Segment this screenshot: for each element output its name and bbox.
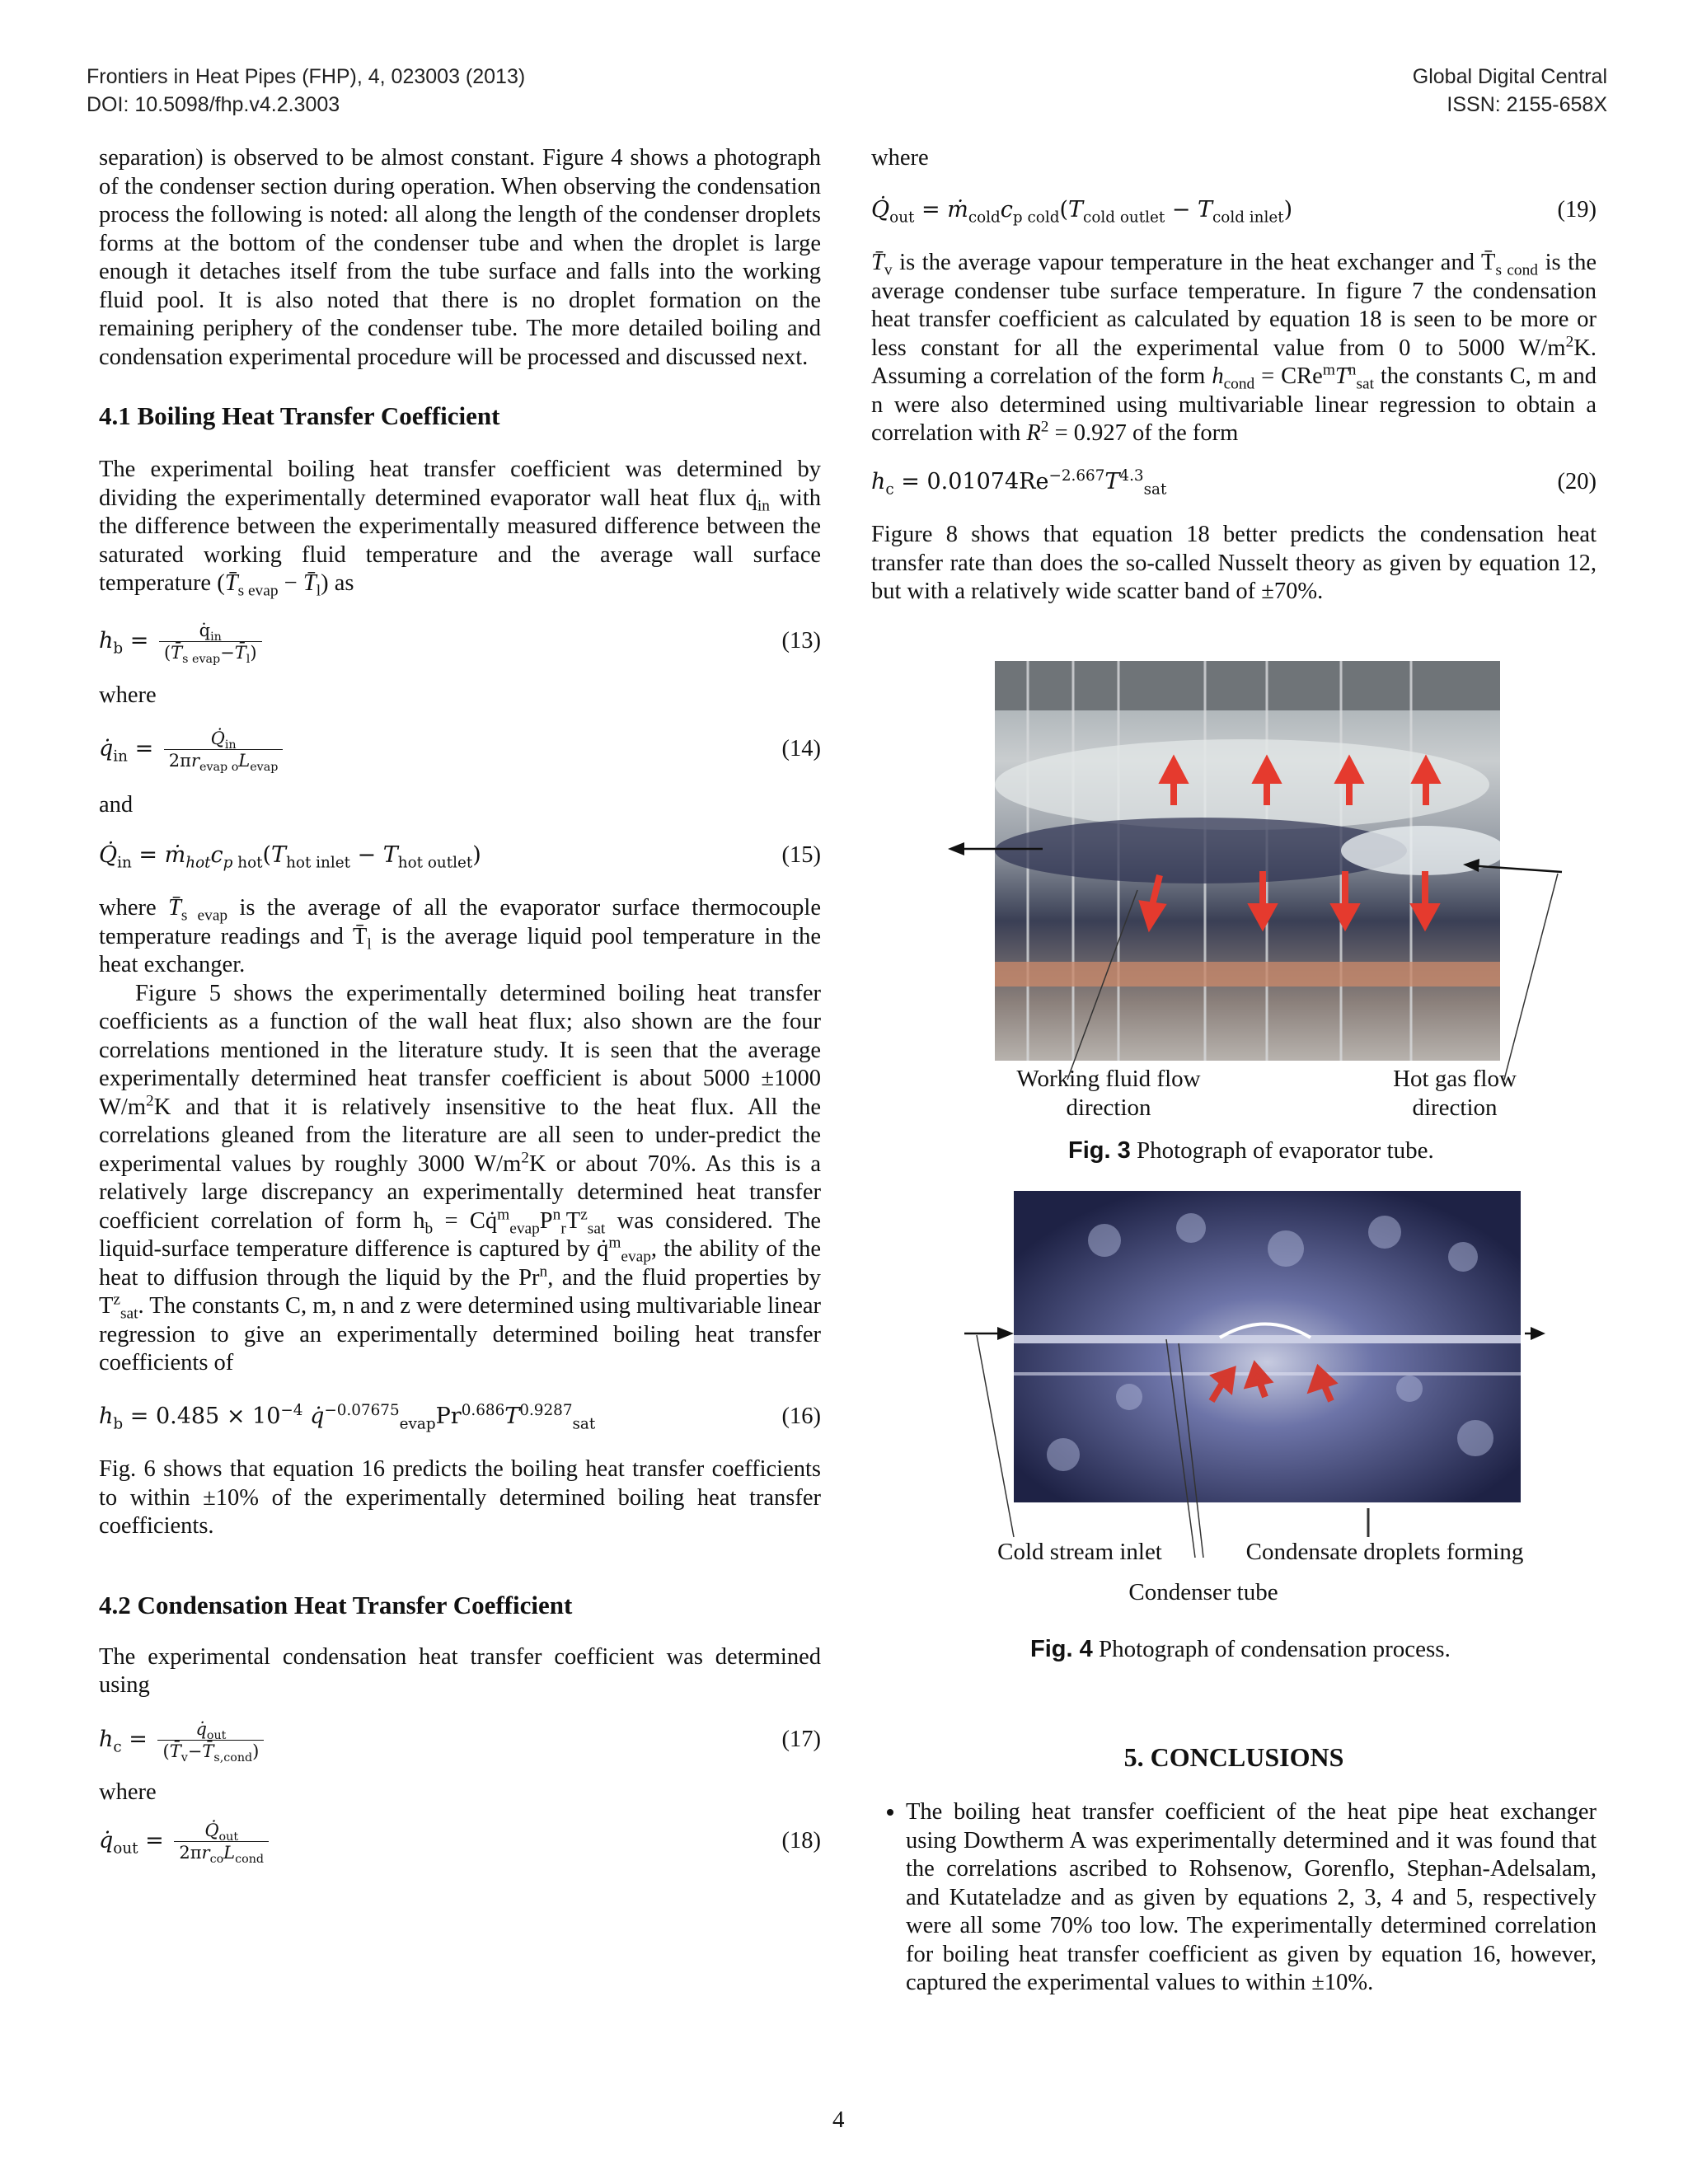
fig3-label-working-fluid: Working fluid flow direction bbox=[1016, 1066, 1201, 1121]
paragraph: Figure 5 shows the experimentally determined boiling heat transfer coefficients as a function of the wall heat flux; also shown are the four correlations mentioned in the literature study. It is seen that the average experimentally determined heat transfer coefficient is about 5000 ±1000 $W/m^2K$ and that it is relatively insensitive to the heat flux. All the correlations gleaned from the literature are all seen to under-predict the experimental values by roughly 3000 $W/m^2K$ or about 70%. As this is a relatively large discrepancy an experimentally determined heat transfer coefficient correlation of form $h_b$ = $Cq̇^m_{evap}P^n_rT^z_{sat}$ was considered. The liquid-surface temperature difference is captured by q̇$^m_{evap}$, the ability of the heat to diffusion through the liquid by the Pr$^n$, and the fluid properties by $T^z_{sat}$. The constants C, m, n and z were determined using multivariable linear regression to give an experimentally determined boiling heat transfer coefficients of bbox=[99, 980, 822, 1376]
list-item: • The boiling heat transfer coefficient of the heat pipe heat exchanger using Dowtherm A was experimentally determined and it was found that the correlations ascribed to Rohsenow, Gorenflo, Stephan-Adelsalam, and Kutateladze and as given by equations 2, 3, 4 and 5, respectively were all some 70% too low. The experimentally determined correlation for boiling heat transfer coefficient as given by equation 16, however, captured the experimental values to within ±10%. bbox=[906, 1798, 1597, 1998]
paragraph: where bbox=[99, 1779, 157, 1805]
equation-14: $q̇_{in}$ = $\frac{Q̇_{in}}{2\pi r_{evap o}L_{evap}}$ (14) bbox=[99, 729, 821, 775]
right-arrow-icon bbox=[1463, 859, 1479, 872]
equation-17: $h_c$ = $\frac{q̇_{out}}{(T̄_v-T̄_{s,cond})}$ (17) bbox=[99, 1718, 821, 1765]
paragraph: Figure 8 shows that equation 18 better predicts the condensation heat transfer rate than does the so-called Nusselt theory as given by equation 12, but with a relatively wide scatter band of ±70%. bbox=[871, 522, 1597, 604]
equation-number: (14) bbox=[781, 736, 821, 762]
conclusions-section bbox=[871, 1741, 1597, 1998]
equation-number: (18) bbox=[781, 1828, 821, 1854]
equation-number: (13) bbox=[781, 627, 821, 654]
equation-number: (16) bbox=[781, 1403, 821, 1429]
equation-18: $q̇_{out}$ = $\frac{Q̇_{out}}{2\pi r_{co}L_{cond}}$ (18) bbox=[99, 1821, 821, 1867]
section-heading-5: 5. CONCLUSIONS bbox=[1123, 1742, 1344, 1772]
paragraph: where bbox=[871, 145, 929, 171]
conclusions-list bbox=[871, 1798, 1597, 1998]
fig4-annotation-lines bbox=[956, 1310, 1550, 1558]
paragraph: separation) is observed to be almost constant. Figure 4 shows a photograph of the condenser section during operation. When observing the condensation process the following is noted: all along the length of the condenser droplets forms at the bottom of the condenser tube and when the droplet is large enough it detaches itself from the tube surface and falls into the working fluid pool. It is also noted that there is no droplet formation on the remaining periphery of the condenser tube. The more detailed boiling and condensation experimental procedure will be processed and discussed next. bbox=[99, 145, 821, 370]
equation-number: (19) bbox=[1557, 196, 1597, 223]
outlet-arrow-icon bbox=[1531, 1327, 1545, 1340]
paragraph: The experimental boiling heat transfer coefficient was determined by dividing the experimentally determined evaporator wall heat flux $q̇_{in}$ with the difference between the experimentally measured difference between the saturated working fluid temperature and the average wall surface temperature ($T̄_{s evap}$ − $T̄_l$) as bbox=[99, 457, 821, 600]
equation-number: (17) bbox=[781, 1726, 821, 1752]
right-column bbox=[871, 144, 1597, 607]
equation-number: (20) bbox=[1557, 468, 1597, 494]
equation-15: $Q̇_{in}$ = $ṁ_{hot}c_p$ $_{hot}(T_{hot inlet} - T_{hot outlet})$ (15) bbox=[99, 841, 821, 871]
running-header-left bbox=[87, 63, 525, 119]
equation-19: $Q̇_{out}$ = $ṁ_{cold}c_{p cold}(T_{cold outlet} - T_{cold inlet})$ (19) bbox=[871, 196, 1597, 226]
fig3-annotation-lines bbox=[948, 816, 1574, 1088]
fig4-label-condensate-droplets: Condensate droplets forming bbox=[1245, 1539, 1524, 1565]
inlet-arrow-icon bbox=[997, 1327, 1014, 1340]
section-heading-4-2: 4.2 Condensation Heat Transfer Coefficient bbox=[99, 1590, 573, 1619]
fig4-caption: Fig. 4 Photograph of condensation process. bbox=[1030, 1636, 1451, 1662]
left-column bbox=[99, 144, 822, 1867]
fig3-label-hot-gas: Hot gas flow direction bbox=[1393, 1066, 1517, 1121]
paragraph: Fig. 6 shows that equation 16 predicts the boiling heat transfer coefficients to within ±10% of the experimentally determined boiling heat transfer coefficients. bbox=[99, 1456, 821, 1539]
page-number: 4 bbox=[832, 2107, 845, 2133]
fig4-label-condenser-tube: Condenser tube bbox=[1128, 1579, 1278, 1605]
section-heading-4-1: 4.1 Boiling Heat Transfer Coefficient bbox=[99, 401, 500, 430]
running-header-right bbox=[1413, 63, 1607, 119]
equation-16: $h_b = 0.485 \times 10^{-4}$ $q̇^{-0.07675}_{evap}Pr^{0.686}T^{0.9287}_{sat}$ (16) bbox=[99, 1401, 821, 1432]
paragraph: The experimental condensation heat transfer coefficient was determined using bbox=[99, 1643, 821, 1698]
paragraph: $T̄_v$ is the average vapour temperature in the heat exchanger and $T̄_{s cond}$ is the average condenser tube surface temperature. In figure 7 the condensation heat transfer coefficient as calculated by equation 18 is seen to be more or less constant for all the experimental value from 0 to 5000 $W/m^2K$. Assuming a correlation of the form $h_{cond} = CRe^mT^n_{sat}$ the constants C, m and n were also determined using multivariable linear regression to obtain a correlation with $R^2 = 0.927$ of the form bbox=[871, 250, 1597, 446]
doi: DOI: 10.5098/fhp.v4.2.3003 bbox=[87, 93, 340, 116]
equation-20: $h_c = 0.01074Re^{-2.667}T^{4.3}_{sat}$ (20) bbox=[871, 466, 1597, 498]
left-arrow-icon bbox=[948, 842, 964, 855]
equation-number: (15) bbox=[781, 841, 821, 868]
paragraph: where bbox=[99, 682, 157, 708]
publisher: Global Digital Central bbox=[1412, 65, 1607, 88]
paragraph: and bbox=[99, 792, 134, 818]
fig4-label-cold-stream-inlet: Cold stream inlet bbox=[997, 1539, 1162, 1565]
fig3-caption: Fig. 3 Photograph of evaporator tube. bbox=[1068, 1137, 1434, 1164]
paragraph: where $T̄_{s evap}$ is the average of all the evaporator surface thermocouple temperature readings and $T̄_l$ is the average liquid pool temperature in the heat exchanger. bbox=[99, 895, 822, 977]
journal-citation: Frontiers in Heat Pipes (FHP), 4, 023003 (2013) bbox=[87, 65, 526, 88]
equation-13: $h_b$ = $\frac{q̇_{in}}{(T̄_{s evap}-T̄_l)}$ (13) bbox=[99, 620, 821, 666]
issn: ISSN: 2155-658X bbox=[1447, 93, 1607, 116]
